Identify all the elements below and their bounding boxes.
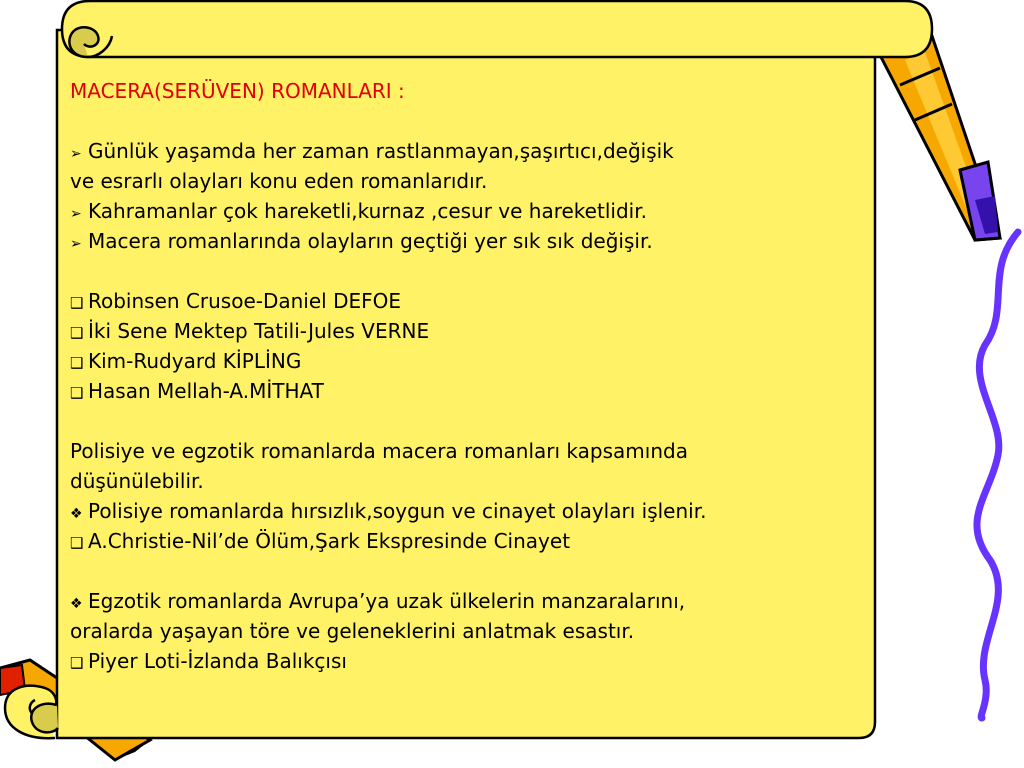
intro-bullet-1-cont: ve esrarlı olayları konu eden romanlarıdır. <box>70 169 488 193</box>
box-bullet-icon: ❑ <box>70 354 84 372</box>
squiggle-line-icon <box>977 232 1018 718</box>
scroll-top-roll-icon <box>62 1 932 57</box>
box-bullet-icon: ❑ <box>70 294 84 312</box>
slide-text-block <box>70 76 860 676</box>
diamond-bullet-icon: ❖ <box>70 506 83 522</box>
intro-bullet-1: ➢ Günlük yaşamda her zaman rastlanmayan,şaşırtıcı,değişik <box>70 136 860 166</box>
box-bullet-icon: ❑ <box>70 324 84 342</box>
slide-title: MACERA(SERÜVEN) ROMANLARI : <box>70 79 405 103</box>
police-bullet: ❖ Polisiye romanlarda hırsızlık,soygun ve cinayet olayları işlenir. <box>70 496 860 526</box>
subtypes-intro-line-2: düşünülebilir. <box>70 469 204 493</box>
scroll-bottom-curl-front-icon <box>31 704 58 733</box>
exotic-bullet: ❖ Egzotik romanlarda Avrupa’ya uzak ülkelerin manzaralarını, <box>70 586 860 616</box>
book-item-1: ❑ Robinsen Crusoe-Daniel DEFOE <box>70 286 860 316</box>
subtypes-intro-line-1: Polisiye ve egzotik romanlarda macera romanları kapsamında <box>70 439 688 463</box>
arrow-bullet-icon: ➢ <box>70 236 82 252</box>
exotic-bullet-cont: oralarda yaşayan töre ve geleneklerini anlatmak esastır. <box>70 619 635 643</box>
arrow-bullet-icon: ➢ <box>70 206 82 222</box>
book-item-4: ❑ Hasan Mellah-A.MİTHAT <box>70 376 860 406</box>
pencil-top-right-icon <box>880 30 1000 240</box>
box-bullet-icon: ❑ <box>70 534 84 552</box>
diamond-bullet-icon: ❖ <box>70 596 83 612</box>
police-example: ❑ A.Christie-Nil’de Ölüm,Şark Ekspresinde Cinayet <box>70 526 860 556</box>
intro-bullet-3: ➢ Macera romanlarında olayların geçtiği yer sık sık değişir. <box>70 226 860 256</box>
intro-bullet-2: ➢ Kahramanlar çok hareketli,kurnaz ,cesur ve hareketlidir. <box>70 196 860 226</box>
box-bullet-icon: ❑ <box>70 654 84 672</box>
arrow-bullet-icon: ➢ <box>70 146 82 162</box>
box-bullet-icon: ❑ <box>70 384 84 402</box>
exotic-example: ❑ Piyer Loti-İzlanda Balıkçısı <box>70 646 860 676</box>
book-item-3: ❑ Kim-Rudyard KİPLİNG <box>70 346 860 376</box>
book-item-2: ❑ İki Sene Mektep Tatili-Jules VERNE <box>70 316 860 346</box>
